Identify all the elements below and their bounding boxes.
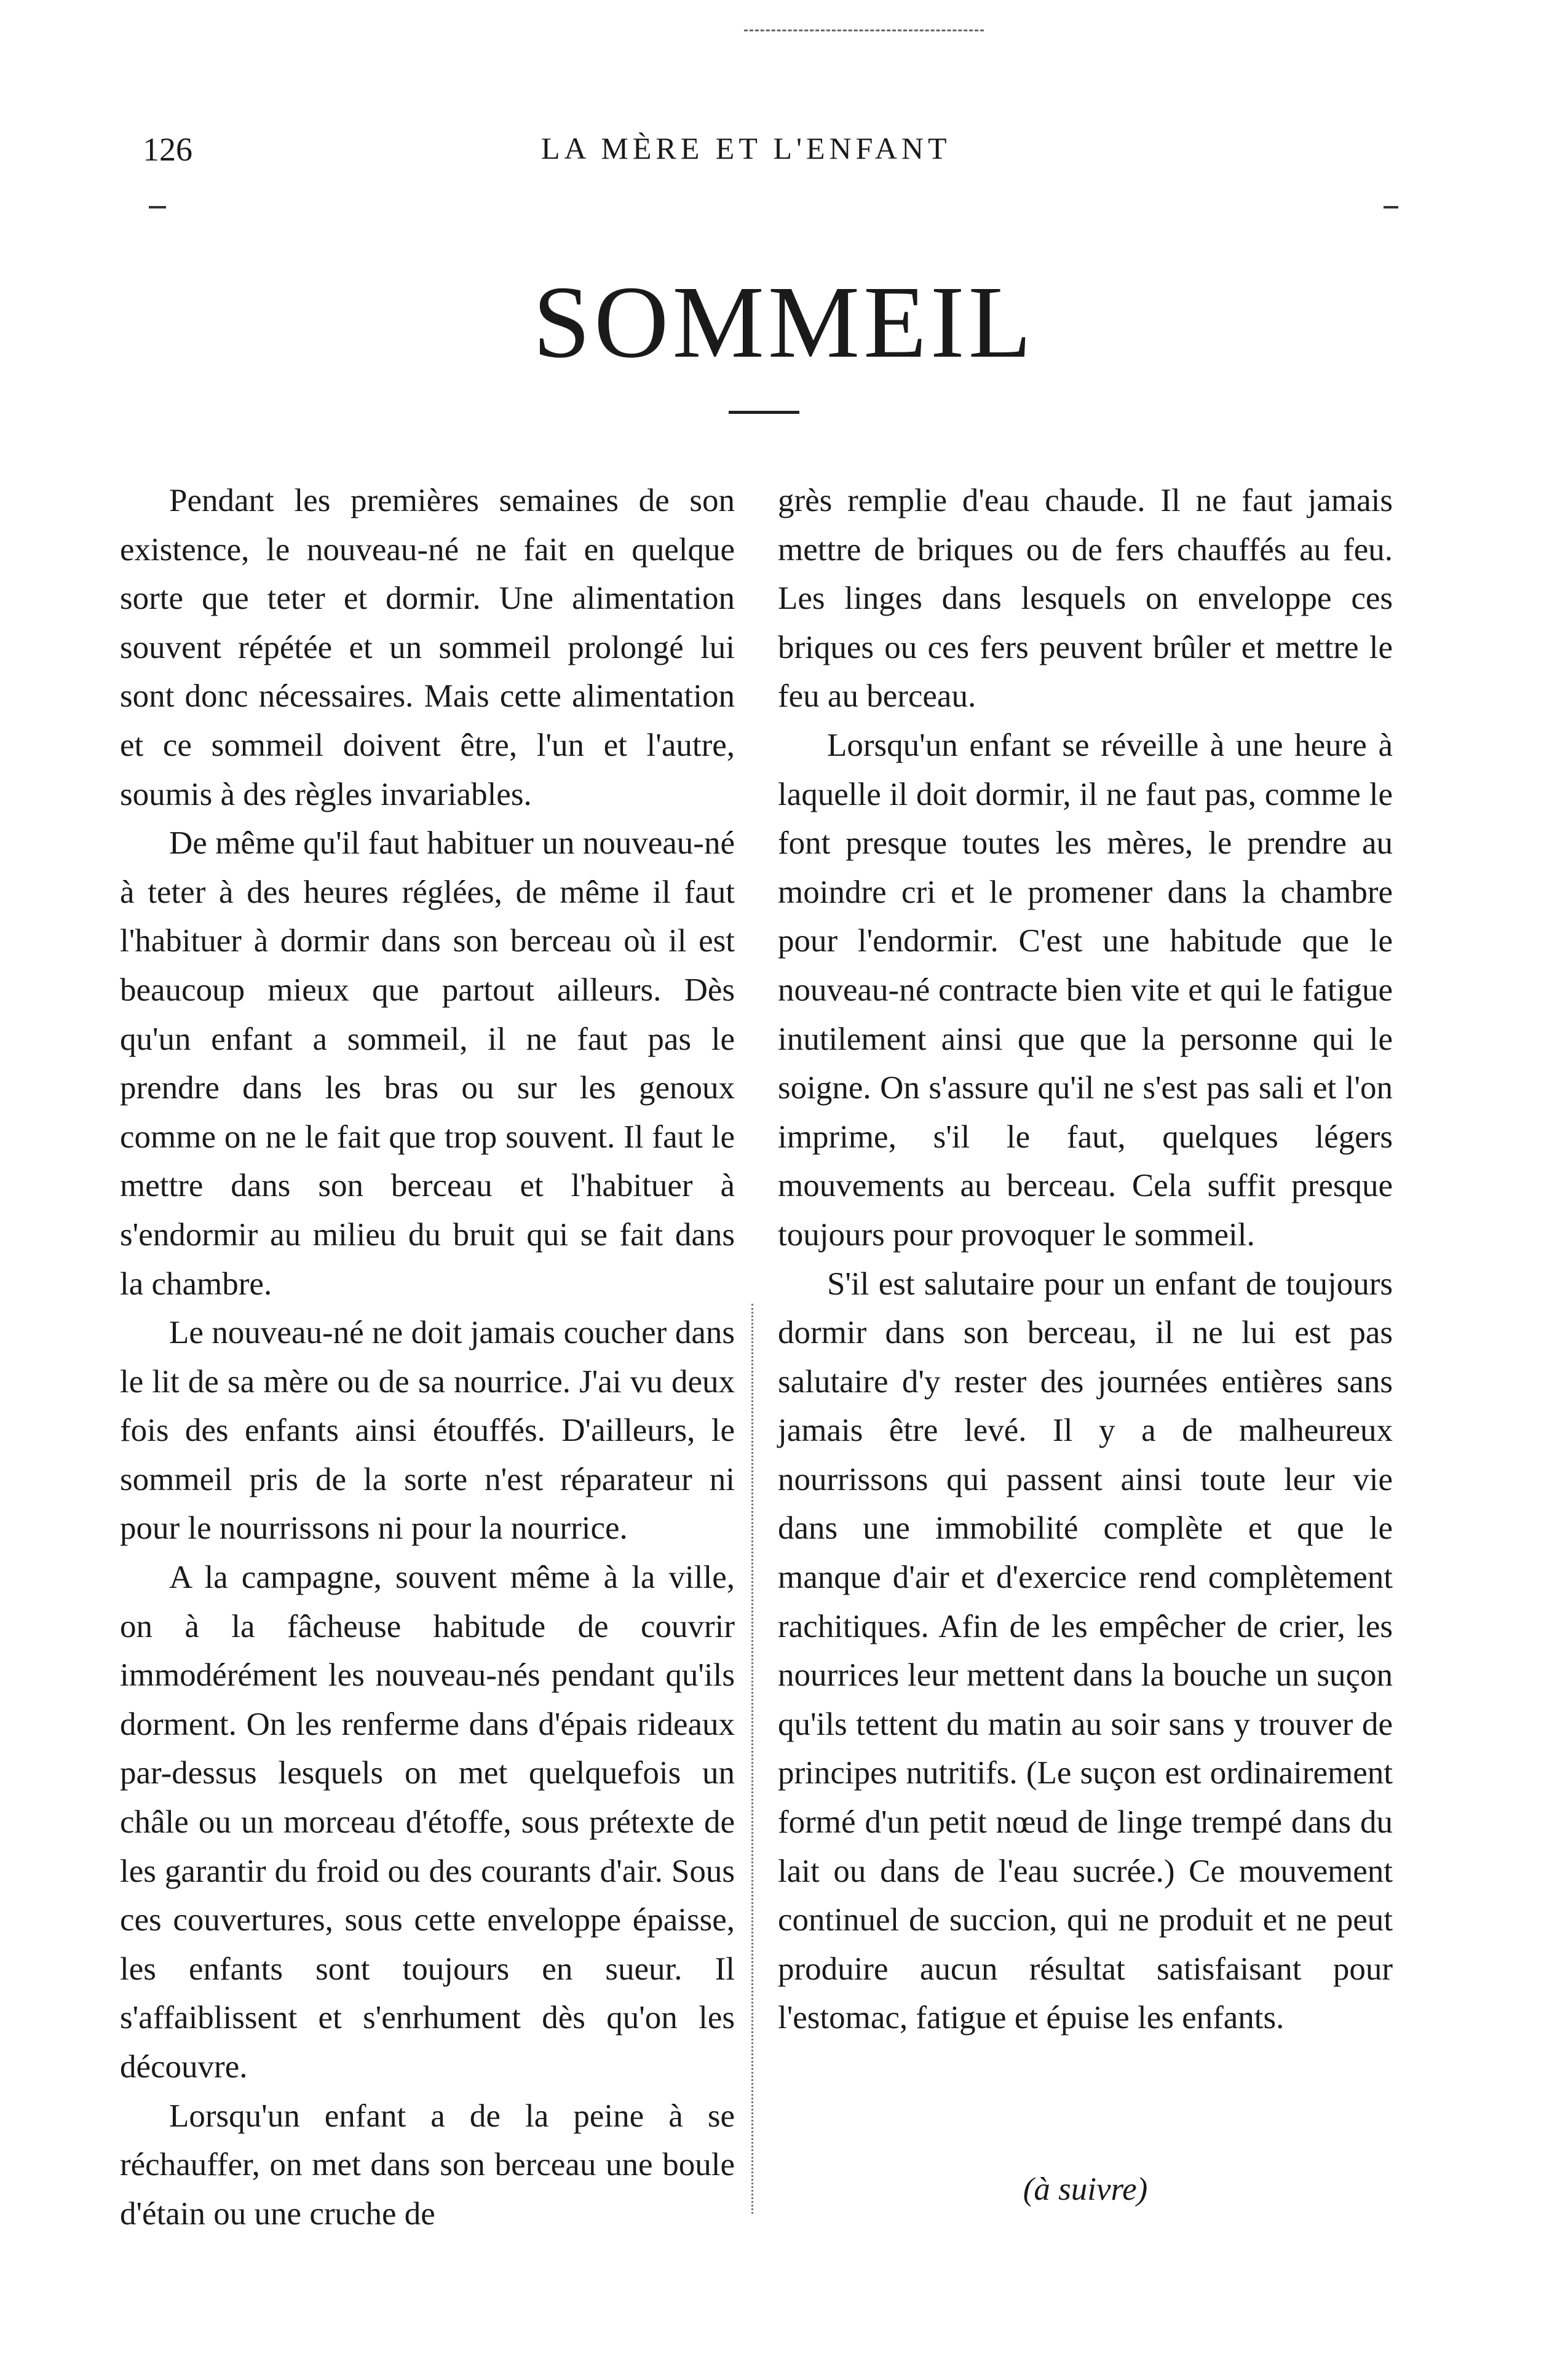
left-column: [120, 477, 735, 2238]
paragraph: De même qu'il faut habituer un nouveau-né à teter à des heures réglées, de même il faut l'habituer à dormir dans son berceau où il est beaucoup mieux que partout ailleurs. Dès qu'un enfant a sommeil, il ne faut pas le prendre dans les bras ou sur les genoux comme on ne le fait que trop souvent. Il faut le mettre dans son berceau et l'habituer à s'endormir au milieu du bruit qui se fait dans la chambre.: [120, 825, 735, 1302]
top-edge-mark: [744, 30, 984, 31]
page-number: 126: [143, 131, 192, 168]
left-header-tick: [149, 206, 166, 208]
paragraph: S'il est salutaire pour un enfant de toujours dormir dans son berceau, il ne lui est pas salutaire d'y rester des journées entières sans jamais être levé. Il y a de malheureux nourrissons qui passent ainsi toute leur vie dans une immobilité complète et que le manque d'air et d'exercice rend complètement rachitiques. Afin de les empêcher de crier, les nourrices leur mettent dans la bouche un suçon qu'ils tettent du matin au soir sans y trouver de principes nutritifs. (Le suçon est ordinairement formé d'un petit nœud de linge trempé dans du lait ou dans de l'eau sucrée.) Ce mouvement continuel de succion, qui ne produit et ne peut produire aucun résultat satisfaisant pour l'estomac, fatigue et épuise les enfants.: [778, 1266, 1393, 2036]
to-be-continued: (à suivre): [1023, 2171, 1148, 2207]
column-divider: [751, 1304, 753, 2214]
chapter-title: SOMMEIL: [533, 265, 1035, 379]
right-column: [778, 477, 1393, 2043]
paragraph: Lorsqu'un enfant se réveille à une heure à laquelle il doit dormir, il ne faut pas, comme le font presque toutes les mères, le prendre au moindre cri et le promener dans la chambre pour l'endormir. C'est une habitude que le nouveau-né contracte bien vite et qui le fatigue inutilement ainsi que que la personne qui le soigne. On s'assure qu'il ne s'est pas sali et l'on imprime, s'il le faut, quelques légers mouvements au berceau. Cela suffit presque toujours pour provoquer le sommeil.: [778, 727, 1393, 1253]
paragraph: Lorsqu'un enfant a de la peine à se réchauffer, on met dans son berceau une boule d'étain ou une cruche de: [120, 2098, 735, 2232]
paragraph: A la campagne, souvent même à la ville, on à la fâcheuse habitude de couvrir immodérément les nouveau-nés pendant qu'ils dorment. On les renferme dans d'épais rideaux par-dessus lesquels on met quelquefois un châle ou un morceau d'étoffe, sous prétexte de les garantir du froid ou des courants d'air. Sous ces couvertures, sous cette enveloppe épaisse, les enfants sont toujours en sueur. Il s'affaiblissent et s'enrhument dès qu'on les découvre.: [120, 1560, 735, 2085]
right-header-tick: [1384, 206, 1398, 208]
running-title: LA MÈRE ET L'ENFANT: [541, 131, 951, 165]
paragraph-continued: grès remplie d'eau chaude. Il ne faut jamais mettre de briques ou de fers chauffés au feu. Les linges dans lesquels on enveloppe ces briques ou ces fers peuvent brûler et mettre le feu au berceau.: [778, 483, 1393, 715]
title-rule: [729, 411, 799, 414]
paragraph: Pendant les premières semaines de son existence, le nouveau-né ne fait en quelque sorte que teter et dormir. Une alimentation souvent répétée et un sommeil prolongé lui sont donc nécessaires. Mais cette alimentation et ce sommeil doivent être, l'un et l'autre, soumis à des règles invariables.: [120, 483, 735, 812]
paragraph: Le nouveau-né ne doit jamais coucher dans le lit de sa mère ou de sa nourrice. J'ai vu deux fois des enfants ainsi étouffés. D'ailleurs, le sommeil pris de la sorte n'est réparateur ni pour le nourrissons ni pour la nourrice.: [120, 1315, 735, 1547]
